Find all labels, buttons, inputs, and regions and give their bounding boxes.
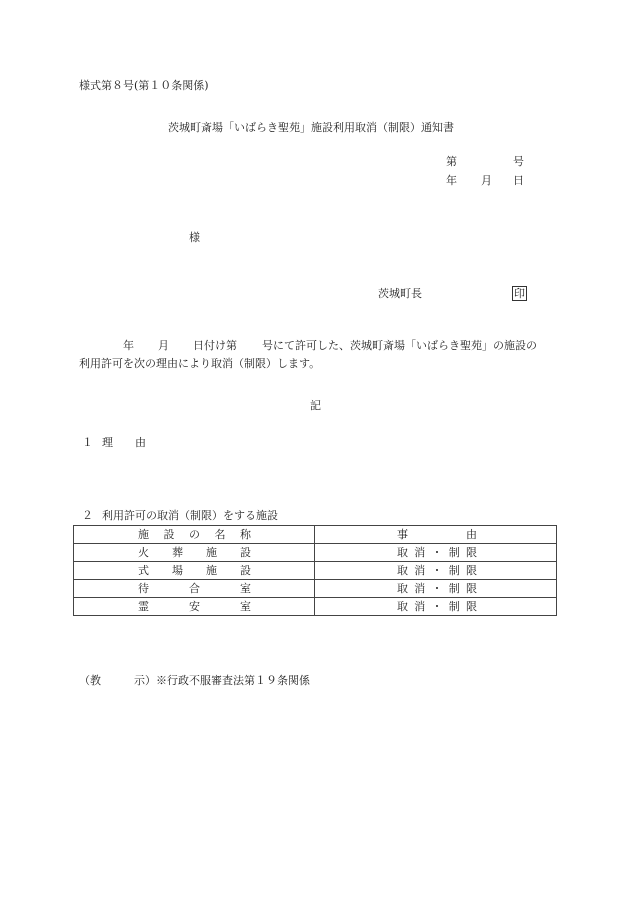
table-row [74,598,557,616]
table-row [74,562,557,580]
reason: 取消・制限 [397,599,477,613]
body-text-line2: 利用許可を次の理由により取消（制限）します。 [79,357,321,370]
table-row [74,544,557,562]
reason: 取消・制限 [397,563,477,577]
doc-number-suffix: 号 [513,155,524,168]
reason: 取消・制限 [397,581,477,595]
body-month: 月 [158,339,169,352]
facility-name: 霊安室 [138,599,251,613]
section2-label: 利用許可の取消（制限）をする施設 [102,509,278,522]
header-facility-name: 施設の名称 [138,527,251,541]
form-number: 様式第８号(第１０条関係) [79,79,209,92]
section2-number: ２ [82,509,93,522]
facility-name: 火葬施設 [138,545,251,559]
body-day: 日付け第 [193,339,237,352]
section1-number: １ [82,436,93,449]
instruction-note: （教 示）※行政不服審査法第１９条関係 [79,674,310,687]
body-text: 号にて許可した、茨城町斎場「いばらき聖苑」の施設の [262,339,537,352]
facility-name: 式場施設 [138,563,251,577]
issuer: 茨城町長 [378,287,422,300]
date-year: 年 [446,174,457,187]
facility-name: 待合室 [138,581,251,595]
seal-mark: 印 [514,287,525,300]
table-header-row [74,526,557,544]
addressee-suffix: 様 [189,231,200,244]
facility-table [73,525,557,616]
body-year: 年 [123,339,134,352]
reason: 取消・制限 [397,545,477,559]
header-reason: 事由 [397,527,477,541]
date-month: 月 [481,174,492,187]
ki-heading: 記 [310,399,321,412]
table-row [74,580,557,598]
date-day: 日 [513,174,524,187]
section1-label: 理 由 [102,436,146,449]
doc-number-prefix: 第 [446,155,457,168]
document-title: 茨城町斎場「いばらき聖苑」施設利用取消（制限）通知書 [168,121,454,134]
